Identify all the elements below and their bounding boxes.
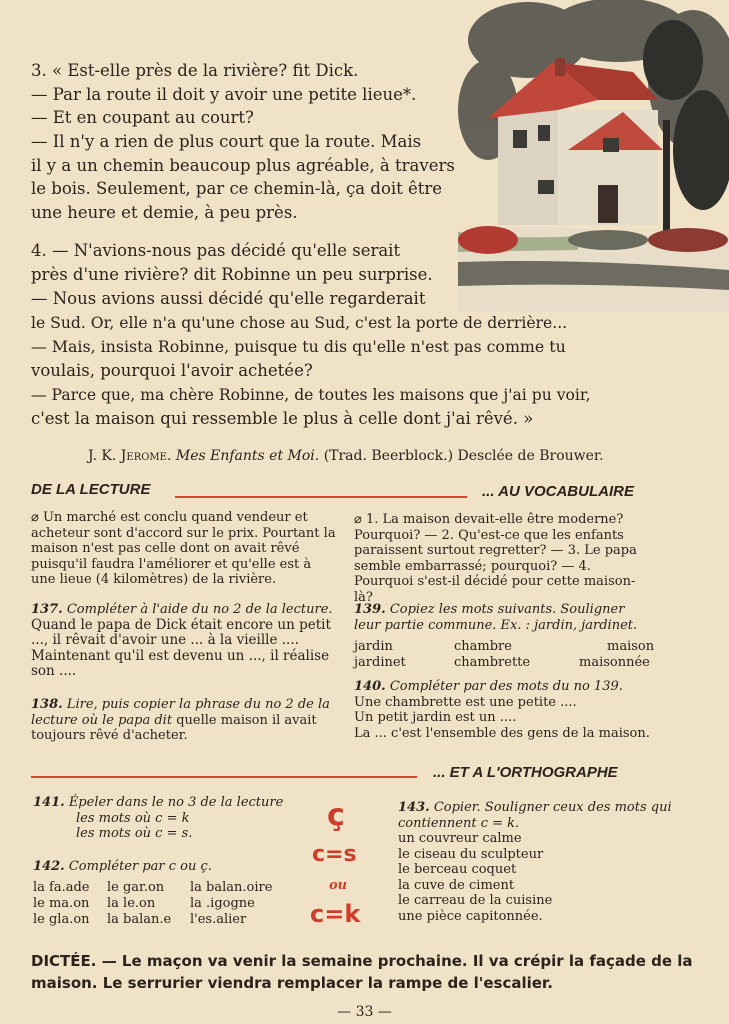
word: maisonnée xyxy=(579,655,650,670)
reading-line: il y a un chemin beaucoup plus agréable, à travers xyxy=(31,156,455,175)
ex142-cell: l'es.alier xyxy=(190,912,247,927)
exercise-number: 143. xyxy=(398,800,430,815)
attribution xyxy=(88,448,604,464)
exercise-line: Un petit jardin est un .... xyxy=(354,710,517,725)
heading-rule xyxy=(31,776,417,778)
exercise-instruction: Copiez les mots suivants. Souligner leur partie commune. Ex. : jardin, jardinet. xyxy=(354,602,638,633)
reading-line: c'est la maison qui ressemble le plus à celle dont j'ai rêvé. » xyxy=(31,409,534,428)
ex142-cell: le gla.on xyxy=(33,912,90,927)
reading-line: le Sud. Or, elle n'a qu'une chose au Sud, c'est la porte de derrière... xyxy=(31,314,568,332)
reading-line: — Et en coupant au court? xyxy=(31,108,254,127)
exercise-line: les mots où c = k xyxy=(76,810,190,826)
heading-de-la-lecture: DE LA LECTURE xyxy=(31,481,151,498)
reading-line: — Il n'y a rien de plus court que la route. Mais xyxy=(31,132,422,151)
exercise-text: Quand le papa de Dick était encore un petit ..., il rêvait d'avoir une ... à la vieille .... Maintenant qu'il est devenu un ..., il réalise son .... xyxy=(31,616,331,679)
exercise-line: La ... c'est l'ensemble des gens de la maison. xyxy=(354,725,650,741)
word: maison xyxy=(607,639,655,654)
exercise-number: 138. xyxy=(31,697,63,712)
reading-line: une heure et demie, à peu près. xyxy=(31,203,298,222)
exercise-number: 139. xyxy=(354,602,386,617)
exercise-instruction: Lire, puis copier la phrase du no 2 de la lecture où le papa dit xyxy=(31,697,330,728)
rule-ou: ou xyxy=(329,878,348,893)
exercise-139 xyxy=(354,602,654,633)
exercise-line: Une chambrette est une petite .... xyxy=(354,694,577,710)
vocab-note: ⌀ Un marché est conclu quand vendeur et acheteur sont d'accord sur le prix. Pourtant la maison n'est pas celle dont on avait rêvé puisqu'il faudra l'améliorer et qu'elle est à une lieue (4 kilomètres) de la rivière. xyxy=(31,510,336,587)
exercise-140 xyxy=(354,679,654,741)
word: chambre xyxy=(454,639,512,654)
reading-line: — Par la route il doit y avoir une petite lieue*. xyxy=(31,85,417,104)
exercise-line: la cuve de ciment xyxy=(398,877,515,893)
ex142-cell: le gar.on xyxy=(107,880,165,895)
exercise-number: 137. xyxy=(31,602,63,617)
ex142-cell: la le.on xyxy=(107,896,156,911)
exercise-line: les mots où c = s. xyxy=(76,826,193,841)
exercise-number: 142. xyxy=(33,859,65,874)
reading-line: voulais, pourquoi l'avoir achetée? xyxy=(31,361,313,380)
dictee-text: — Le maçon va venir la semaine prochaine. Il va crépir la façade de la maison. Le serrurier viendra remplacer la rampe de l'escalier. xyxy=(31,952,693,992)
vocab-questions: ⌀ 1. La maison devait-elle être moderne? Pourquoi? — 2. Qu'est-ce que les enfants paraissent surtout regretter? — 3. Le papa semble embarrassé; pourquoi? — 4. Pourquoi s'est-il décidé pour cette maison-là? xyxy=(354,512,637,605)
ex142-cell: la balan.oire xyxy=(190,880,273,895)
c-cedilla-mark: ç xyxy=(327,798,345,833)
rule-c-equals-k: c=k xyxy=(310,900,361,928)
page-number: — 33 — xyxy=(337,1004,392,1020)
exercise-line: un couvreur calme xyxy=(398,831,522,846)
ex142-cell: la balan.e xyxy=(107,912,172,927)
reading-line: — Mais, insista Robinne, puisque tu dis qu'elle n'est pas comme tu xyxy=(31,337,566,356)
heading-au-vocabulaire: ... AU VOCABULAIRE xyxy=(482,483,634,500)
exercise-instruction: Compléter à l'aide du no 2 de la lecture. xyxy=(66,602,333,617)
ex142-cell: la .igogne xyxy=(190,896,255,911)
dictee-label: DICTÉE. xyxy=(31,952,97,970)
reading-line: près d'une rivière? dit Robinne un peu surprise. xyxy=(31,265,433,284)
word: chambrette xyxy=(454,655,531,670)
ex142-cell: la fa.ade xyxy=(33,880,90,895)
exercise-line: une pièce capitonnée. xyxy=(398,908,543,924)
exercise-instruction: Compléter par des mots du no 139. xyxy=(389,679,623,694)
exercise-instruction: Copier. Souligner ceux des mots qui contiennent c = k. xyxy=(398,800,672,831)
attribution-rest: (Trad. Beerblock.) Desclée de Brouwer. xyxy=(323,448,604,464)
author: J. K. Jerome. xyxy=(88,448,172,464)
heading-rule xyxy=(175,496,467,498)
exercise-142 xyxy=(33,859,293,875)
exercise-137 xyxy=(31,602,337,680)
heading-orthographe: ... ET A L'ORTHOGRAPHE xyxy=(433,764,618,781)
word: jardinet xyxy=(354,655,406,670)
word: jardin xyxy=(354,639,393,654)
exercise-number: 140. xyxy=(354,679,386,694)
ex142-cell: le ma.on xyxy=(33,896,90,911)
exercise-text: quelle maison il avait toujours rêvé d'acheter. xyxy=(31,712,317,743)
book-title: Mes Enfants et Moi. xyxy=(175,448,320,464)
exercise-line: le berceau coquet xyxy=(398,862,517,877)
reading-line: le bois. Seulement, par ce chemin-là, ça doit être xyxy=(31,179,443,198)
reading-line: 4. — N'avions-nous pas décidé qu'elle serait xyxy=(31,241,401,260)
exercise-instruction: Épeler dans le no 3 de la lecture xyxy=(68,795,284,810)
reading-line: — Nous avions aussi décidé qu'elle regarderait xyxy=(31,289,426,308)
exercise-instruction: Compléter par c ou ç. xyxy=(68,859,212,874)
exercise-143 xyxy=(398,800,698,924)
exercise-line: le ciseau du sculpteur xyxy=(398,846,544,862)
dictee xyxy=(31,950,711,994)
exercise-138 xyxy=(31,697,337,744)
exercise-number: 141. xyxy=(33,795,65,810)
reading-line: 3. « Est-elle près de la rivière? fit Dick. xyxy=(31,61,359,80)
house-illustration xyxy=(458,0,729,312)
reading-line: — Parce que, ma chère Robinne, de toutes les maisons que j'ai pu voir, xyxy=(31,386,591,404)
rule-c-equals-s: c=s xyxy=(312,842,357,867)
exercise-141 xyxy=(33,795,293,842)
exercise-line: le carreau de la cuisine xyxy=(398,893,553,908)
